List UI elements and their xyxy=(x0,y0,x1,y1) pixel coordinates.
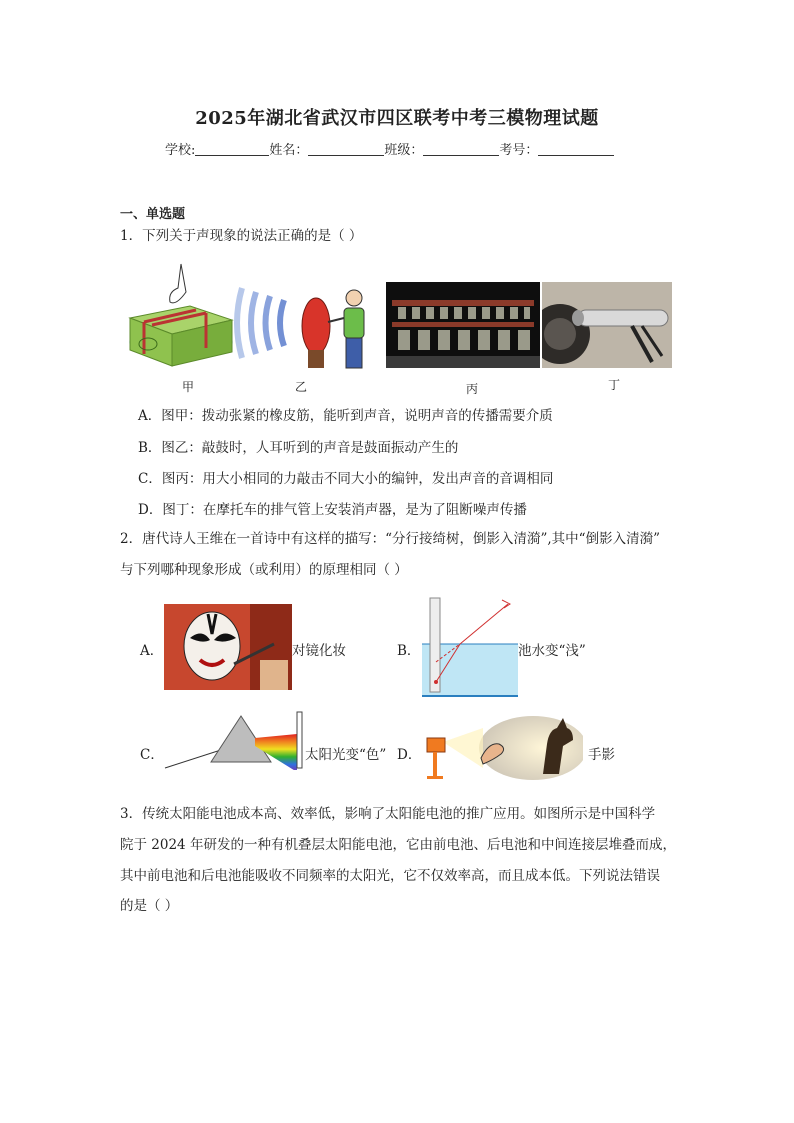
number-label: 考号： xyxy=(499,143,539,158)
q1-option-a[interactable]: A．图甲：拨动张紧的橡皮筋，能听到声音，说明声音的传播需要介质 xyxy=(138,408,553,424)
name-label: 姓名： xyxy=(269,143,309,158)
q2-option-b-label[interactable]: B． xyxy=(397,643,421,659)
q2-option-d-text: 手影 xyxy=(588,747,615,763)
caption-ding: 丁 xyxy=(608,378,621,392)
number-field[interactable] xyxy=(538,141,614,156)
q2-option-a-label[interactable]: A． xyxy=(140,643,164,659)
page-title: 2025年湖北省武汉市四区联考中考三模物理试题 xyxy=(195,108,599,129)
class-field[interactable] xyxy=(423,141,499,156)
caption-bing: 丙 xyxy=(466,382,479,396)
section-heading: 一、单选题 xyxy=(120,207,186,222)
figure-bing-chime-bells xyxy=(386,282,540,368)
class-label: 班级： xyxy=(384,143,424,158)
q2-option-d-label[interactable]: D． xyxy=(397,747,422,763)
q2-option-b-text: 池水变“浅” xyxy=(518,643,586,659)
q1-option-c[interactable]: C．图丙：用大小相同的力敲击不同大小的编钟，发出声音的音调相同 xyxy=(138,471,554,487)
question-3-line3: 其中前电池和后电池能吸收不同频率的太阳光，它不仅效率高，而且成本低。下列说法错误 xyxy=(120,868,660,884)
school-label: 学校: xyxy=(165,143,196,158)
student-info xyxy=(165,139,614,158)
q2-option-a-mirror-makeup-image xyxy=(164,604,292,690)
name-field[interactable] xyxy=(308,141,384,156)
q2-option-b-pool-shallow-diagram xyxy=(422,596,518,698)
q2-option-c-label[interactable]: C． xyxy=(140,747,164,763)
caption-jia: 甲 xyxy=(182,380,195,394)
q2-option-a-text: 对镜化妆 xyxy=(292,643,346,659)
question-3-line1: 3．传统太阳能电池成本高、效率低，影响了太阳能电池的推广应用。如图所示是中国科学 xyxy=(120,806,656,822)
question-3-line4: 的是（ ） xyxy=(120,898,179,914)
question-1-stem: 1．下列关于声现象的说法正确的是（ ） xyxy=(120,228,363,244)
question-3-line2: 院于 2024 年研发的一种有机叠层太阳能电池，它由前电池、后电池和中间连接层堆叠而成， xyxy=(120,837,676,853)
question-2-stem-line2: 与下列哪种现象形成（或利用）的原理相同（ ） xyxy=(120,562,408,578)
q1-option-d[interactable]: D．图丁：在摩托车的排气管上安装消声器，是为了阻断噪声传播 xyxy=(138,502,527,518)
q1-option-b[interactable]: B．图乙：敲鼓时，人耳听到的声音是鼓面振动产生的 xyxy=(138,440,459,456)
figure-jia-rubber-band-box xyxy=(126,262,236,372)
q2-option-c-text: 太阳光变“色” xyxy=(305,747,387,763)
school-field[interactable] xyxy=(195,141,269,156)
q2-option-d-hand-shadow-image xyxy=(423,714,583,784)
figure-ding-motorcycle-exhaust xyxy=(542,282,672,368)
figure-yi-drum xyxy=(234,278,370,372)
caption-yi: 乙 xyxy=(295,380,308,394)
question-2-stem-line1: 2．唐代诗人王维在一首诗中有这样的描写：“分行接绮树，倒影入清漪”,其中“倒影入清漪” xyxy=(120,531,660,547)
q2-option-c-prism-dispersion-diagram xyxy=(163,710,303,770)
